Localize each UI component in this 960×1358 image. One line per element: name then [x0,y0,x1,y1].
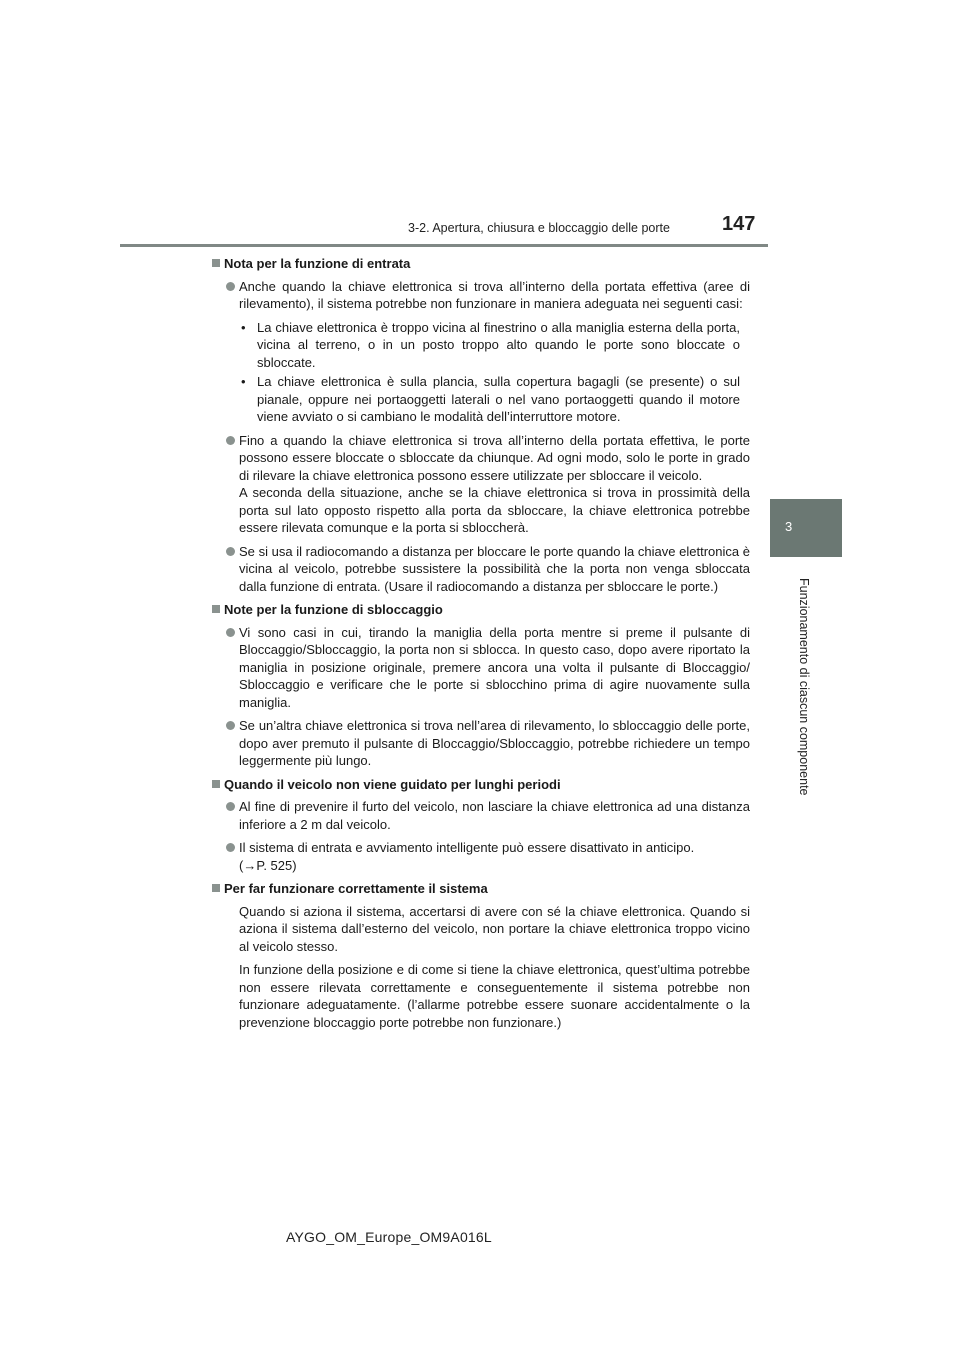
square-bullet-icon [212,259,220,267]
list-item-text: Vi sono casi in cui, tirando la maniglia della porta mentre si preme il pulsante di Bloccaggio/Sbloccaggio, la porta non si sblocca. In questo caso, dopo avere riportato la maniglia in posizione originale, premere ancora una volta il pulsante di Bloccaggio/ Sbloccaggio e verificare che le porte si sblocchino prima di agire nuovamente sulla maniglia. [239,624,750,710]
section-heading [212,601,750,619]
list-item [212,798,750,833]
chapter-number: 3 [785,519,793,534]
square-bullet-icon [212,780,220,788]
circle-bullet-icon [226,436,235,445]
list-item [212,839,750,874]
list-item-text: A seconda della situazione, anche se la chiave elettronica si trova in prossimità della porta sul lato opposto rispetto alla porta da sbloccare, la chiave elettronica potrebbe essere rilevata comunque e la porta si sbloccherà. [239,485,750,535]
chapter-title: Funzionamento di ciascun componente [797,578,811,796]
circle-bullet-icon [226,628,235,637]
page-number: 147 [722,213,756,235]
list-item [212,717,750,770]
section-heading-text: Nota per la funzione di entrata [224,256,411,271]
list-item-text: Anche quando la chiave elettronica si trova all’interno della portata effettiva (aree di rilevamento), il sistema potrebbe non funzionare in maniera adeguata nei seguenti casi: [239,278,750,311]
list-item [212,432,750,537]
sub-list-item [212,319,750,372]
body-paragraph: Quando si aziona il sistema, accertarsi di avere con sé la chiave elettronica. Quando si aziona il sistema dall’esterno del veicolo, non portare la chiave elettronica troppo vicino al veicolo stesso. [239,903,750,954]
sub-list-item [212,373,750,426]
section-heading-text: Quando il veicolo non viene guidato per lunghi periodi [224,776,561,792]
list-item [212,543,750,596]
section-long-periods [212,776,750,875]
circle-bullet-icon [226,802,235,811]
list-item [212,624,750,712]
list-item-text: Se si usa il radiocomando a distanza per bloccare le porte quando la chiave elettronica è vicina al veicolo, potrebbe sussistere la possibilità che la porta non venga sbloccata dalla funzione di entrata. (Usare il radiocomando a distanza per sbloccare le porte.) [239,543,750,594]
header-section-title: 3-2. Apertura, chiusura e bloccaggio delle porte [408,221,670,235]
list-item [212,278,750,313]
chapter-tab [770,499,842,557]
page-content [212,255,750,1037]
page-reference-link[interactable]: (→P. 525) [239,857,297,873]
circle-bullet-icon [226,843,235,852]
header-rule [120,244,842,247]
list-item-text: Al fine di prevenire il furto del veicolo, non lasciare la chiave elettronica ad una distanza inferiore a 2 m dal veicolo. [239,799,750,832]
dot-marker-icon: • [241,374,246,389]
section-correct-operation [212,880,750,1031]
circle-bullet-icon [226,547,235,556]
section-heading-text: Note per la funzione di sbloccaggio [224,602,443,617]
section-heading-text: Per far funzionare correttamente il sistema [224,881,488,896]
section-unlock-function [212,601,750,770]
body-paragraph: In funzione della posizione e di come si tiene la chiave elettronica, quest’ultima potrebbe non essere rilevata correttamente e conseguentemente il sistema potrebbe non funzionare adeguatamente. (l’allarme potrebbe essere suonare accidentalmente o la prevenzione bloccaggio porte potrebbe non funzionare.) [239,962,750,1030]
square-bullet-icon [212,884,220,892]
list-item-text: Il sistema di entrata e avviamento intelligente può essere disattivato in anticipo. [239,840,695,855]
section-heading [212,255,750,273]
sub-list-item-text: La chiave elettronica è troppo vicina al finestrino o alla maniglia esterna della porta, vicina al terreno, o in un posto troppo alto quando le porte sono bloccate o sbloccate. [257,319,740,370]
section-heading [212,776,750,794]
circle-bullet-icon [226,721,235,730]
list-item-text: Fino a quando la chiave elettronica si trova all’interno della portata effettiva, le porte possono essere bloccate o sbloccate da chiunque. Ad ogni modo, solo le porte in grado di rilevare la chiave elettronica possono essere utilizzate per sbloccare il veicolo. [239,432,750,483]
circle-bullet-icon [226,282,235,291]
section-entry-function [212,255,750,595]
section-heading [212,880,750,898]
dot-marker-icon: • [241,319,246,335]
list-item-text: Se un’altra chiave elettronica si trova nell’area di rilevamento, lo sbloccaggio delle porte, dopo aver premuto il pulsante di Bloccaggio/Sbloccaggio, potrebbe richiedere un tempo leggermente più lungo. [239,718,750,768]
footer-doc-code: AYGO_OM_Europe_OM9A016L [286,1229,492,1245]
square-bullet-icon [212,605,220,613]
sub-list-item-text: La chiave elettronica è sulla plancia, sulla copertura bagagli (se presente) o sul pianale, oppure nei portaoggetti laterali o nel vano portaoggetti quando il motore viene avviato o si cambiano le modalità dell’interruttore motore. [257,374,740,424]
